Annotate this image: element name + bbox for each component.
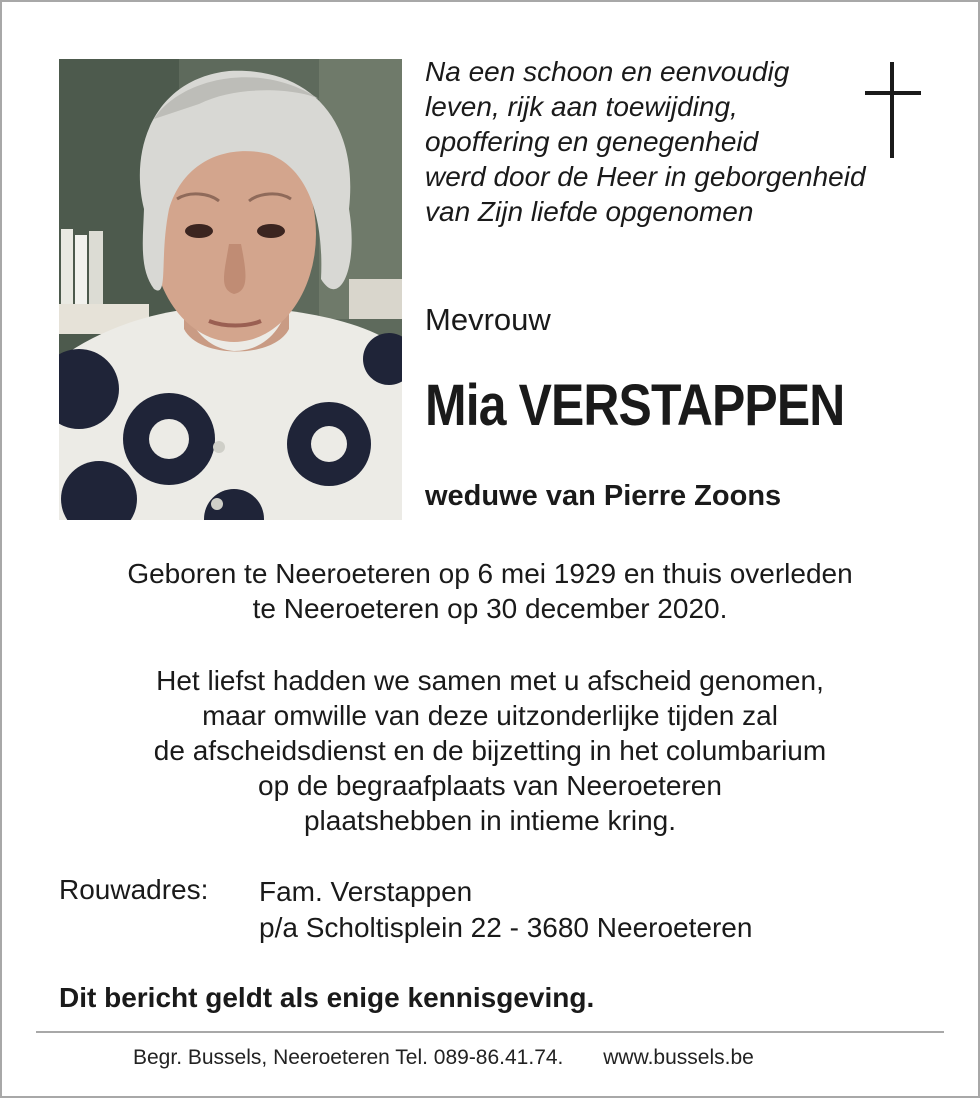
birth-death-info (40, 556, 940, 626)
notice-statement: Dit bericht geldt als enige kennisgeving. (59, 982, 595, 1013)
footer (133, 1046, 754, 1070)
farewell-line: Het liefst hadden we samen met u afscheid genomen, (156, 665, 824, 696)
address-block (259, 874, 752, 946)
poem-line: leven, rijk aan toewijding, (425, 91, 738, 122)
cross-icon (865, 62, 921, 158)
farewell-line: op de begraafplaats van Neeroeteren (258, 770, 722, 801)
portrait-photo (59, 59, 402, 520)
birth-line: te Neeroeteren op 30 december 2020. (252, 593, 728, 624)
undertaker-info: Begr. Bussels, Neeroeteren Tel. 089-86.41.74. (133, 1046, 564, 1069)
address-label: Rouwadres: (59, 874, 209, 905)
poem-line: van Zijn liefde opgenomen (425, 196, 754, 227)
address-line: Fam. Verstappen (259, 876, 473, 907)
address-line: p/a Scholtisplein 22 - 3680 Neeroeteren (259, 912, 753, 943)
farewell-line: maar omwille van deze uitzonderlijke tijden zal (202, 700, 778, 731)
birth-line: Geboren te Neeroeteren op 6 mei 1929 en thuis overleden (127, 558, 853, 589)
poem-line: werd door de Heer in geborgenheid (425, 161, 866, 192)
website-link[interactable]: www.bussels.be (603, 1046, 754, 1069)
salutation: Mevrouw (425, 302, 551, 337)
poem-line: Na een schoon en eenvoudig (425, 56, 790, 87)
farewell-line: de afscheidsdienst en de bijzetting in het columbarium (153, 735, 827, 766)
relation-line: weduwe van Pierre Zoons (425, 480, 782, 512)
footer-divider (36, 1031, 944, 1033)
poem-line: opoffering en genegenheid (425, 126, 759, 157)
farewell-paragraph (40, 663, 940, 838)
deceased-name: Mia VERSTAPPEN (425, 373, 845, 438)
farewell-line: plaatshebben in intieme kring. (303, 805, 676, 836)
